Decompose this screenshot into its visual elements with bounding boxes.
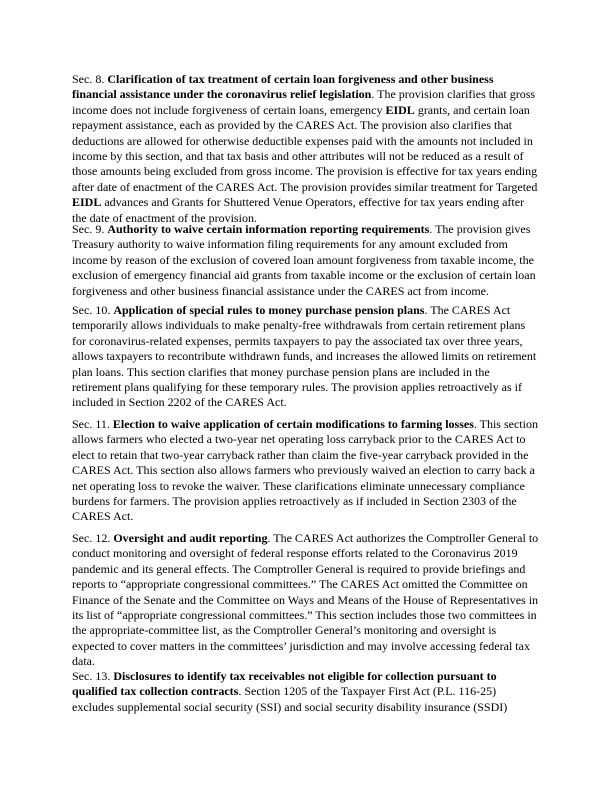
text-line xyxy=(72,562,538,577)
section-9 xyxy=(72,222,536,299)
text-line xyxy=(72,432,538,447)
text-line xyxy=(72,700,507,715)
text-line xyxy=(72,87,537,102)
body-text: data. xyxy=(72,654,95,669)
text-line xyxy=(72,654,538,669)
body-text: allows farmers who elected a two-year net operating loss carryback prior to the CARES Act to xyxy=(72,432,526,447)
text-line xyxy=(72,623,538,638)
text-line xyxy=(72,365,536,380)
bold-text: Clarification of tax treatment of certain loan forgiveness and other business xyxy=(107,72,494,86)
body-text: its list of “appropriate congressional committees.” This section includes those two committees in xyxy=(72,607,537,622)
body-text: for coronavirus-related expenses, permits taxpayers to pay the associated tax over three years, xyxy=(72,333,523,348)
body-text: . The CARES Act xyxy=(424,303,511,317)
body-text: excludes supplemental social security (SSI) and social security disability insurance (SSDI) xyxy=(72,699,508,714)
section-8 xyxy=(72,72,537,226)
bold-text: EIDL xyxy=(72,195,102,210)
body-text: CARES Act. This section also allows farmers who previously waived an election to carry back a xyxy=(72,463,535,478)
body-text: Sec. 11. xyxy=(72,417,113,431)
text-line xyxy=(72,164,537,179)
text-line xyxy=(72,237,536,252)
body-text: included in Section 2202 of the CARES Act. xyxy=(72,395,287,410)
section-11 xyxy=(72,417,538,525)
body-text: Sec. 10. xyxy=(72,303,114,317)
text-line xyxy=(72,417,538,432)
text-line xyxy=(72,118,537,133)
text-line xyxy=(72,134,537,149)
body-text: Finance of the Senate and the Committee on Ways and Means of the House of Representatives in xyxy=(72,592,539,607)
text-line xyxy=(72,180,537,195)
text-line xyxy=(72,669,507,684)
text-line xyxy=(72,494,538,509)
body-text: . The provision gives xyxy=(429,222,531,236)
text-line xyxy=(72,546,538,561)
body-text: the date of enactment of the provision. xyxy=(72,210,257,225)
body-text: grants, and certain loan xyxy=(414,102,530,117)
body-text: Sec. 8. xyxy=(72,72,108,86)
body-text: Sec. 9. xyxy=(72,222,108,236)
body-text: net operating loss to revoke the waiver. These clarifications eliminate unnecessary compliance xyxy=(72,478,525,493)
body-text: exclusion of emergency financial aid grants from taxable income or the exclusion of certain loan xyxy=(72,268,536,283)
body-text: income by this section, and that tax basis and other attributes will not be reduced as a result of xyxy=(72,148,524,163)
text-line xyxy=(72,349,536,364)
section-13 xyxy=(72,669,507,715)
text-line xyxy=(72,303,536,318)
text-line xyxy=(72,318,536,333)
text-line xyxy=(72,222,536,237)
text-line xyxy=(72,463,538,478)
text-line xyxy=(72,149,537,164)
section-10 xyxy=(72,303,536,411)
text-line xyxy=(72,577,538,592)
body-text: income does not include forgiveness of certain loans, emergency xyxy=(72,102,386,117)
text-line xyxy=(72,268,536,283)
body-text: reports to “appropriate congressional committees.” The CARES Act omitted the Committee on xyxy=(72,577,528,592)
body-text: Sec. 12. xyxy=(72,531,114,545)
body-text: the appropriate-committee list, as the Comptroller General’s monitoring and oversight is xyxy=(72,623,497,638)
text-line xyxy=(72,284,536,299)
text-line xyxy=(72,195,537,210)
bold-text: Oversight and audit reporting xyxy=(113,531,268,545)
text-line xyxy=(72,608,538,623)
bold-text: EIDL xyxy=(385,102,415,117)
body-text: income by reason of the exclusion of covered loan amount forgiveness from taxable income, the xyxy=(72,252,534,267)
body-text: deductions are allowed for otherwise deductible expenses paid with the amounts not included in xyxy=(72,133,533,148)
text-line xyxy=(72,531,538,546)
body-text: expected to cover matters in the committees’ jurisdiction and may involve accessing federal tax xyxy=(72,638,530,653)
body-text: burdens for farmers. The provision applies retroactively as if included in Section 2303 of the xyxy=(72,493,517,508)
body-text: Treasury authority to waive information filing requirements for any amount excluded from xyxy=(72,237,508,252)
text-line xyxy=(72,509,538,524)
body-text: retirement plans qualifying for these temporary rules. The provision applies retroactively as if xyxy=(72,379,522,394)
body-text: allows taxpayers to recontribute withdrawn funds, and increases the allowed limits on retirement xyxy=(72,349,537,364)
text-line xyxy=(72,593,538,608)
text-line xyxy=(72,253,536,268)
bold-text: Application of special rules to money purchase pension plans xyxy=(113,303,425,317)
text-line xyxy=(72,479,538,494)
body-text: . The CARES Act authorizes the Comptroller General to xyxy=(267,531,539,545)
body-text: . This section xyxy=(473,417,538,431)
text-line xyxy=(72,103,537,118)
bold-text: Authority to waive certain information reporting requirements xyxy=(107,222,430,236)
body-text: after date of enactment of the CARES Act. The provision provides similar treatment for Targeted xyxy=(72,179,538,194)
bold-text: financial assistance under the coronavirus relief legislation xyxy=(72,87,372,102)
body-text: advances and Grants for Shuttered Venue Operators, effective for tax years ending after xyxy=(101,195,525,210)
text-line xyxy=(72,684,507,699)
body-text: CARES Act. xyxy=(72,509,134,524)
body-text: elect to retain that two-year carryback rather than claim the five-year carryback provided in the xyxy=(72,447,529,462)
bold-text: Election to waive application of certain modifications to farming losses xyxy=(112,417,474,431)
text-line xyxy=(72,448,538,463)
section-12 xyxy=(72,531,538,670)
text-line xyxy=(72,639,538,654)
bold-text: qualified tax collection contracts xyxy=(72,684,239,699)
body-text: forgiveness and other business financial assistance under the CARES act from income. xyxy=(72,283,490,298)
text-line xyxy=(72,395,536,410)
text-line xyxy=(72,72,537,87)
bold-text: Disclosures to identify tax receivables not eligible for collection pursuant to xyxy=(113,669,497,683)
body-text: repayment assistance, each as provided by the CARES Act. The provision also clarifies that xyxy=(72,118,512,133)
body-text: conduct monitoring and oversight of federal response efforts related to the Coronavirus 2019 xyxy=(72,546,518,561)
body-text: . The provision clarifies that gross xyxy=(371,87,536,102)
body-text: those amounts being excluded from gross income. The provision is effective for tax years ending xyxy=(72,164,538,179)
text-line xyxy=(72,334,536,349)
body-text: plan loans. This section clarifies that money purchase pension plans are included in the xyxy=(72,364,490,379)
body-text: temporarily allows individuals to make penalty-free withdrawals from certain retirement plans xyxy=(72,318,526,333)
body-text: Sec. 13. xyxy=(72,669,114,683)
body-text: . Section 1205 of the Taxpayer First Act (P.L. 116-25) xyxy=(238,684,497,699)
body-text: pandemic and its general effects. The Comptroller General is required to provide briefings and xyxy=(72,561,526,576)
text-line xyxy=(72,380,536,395)
